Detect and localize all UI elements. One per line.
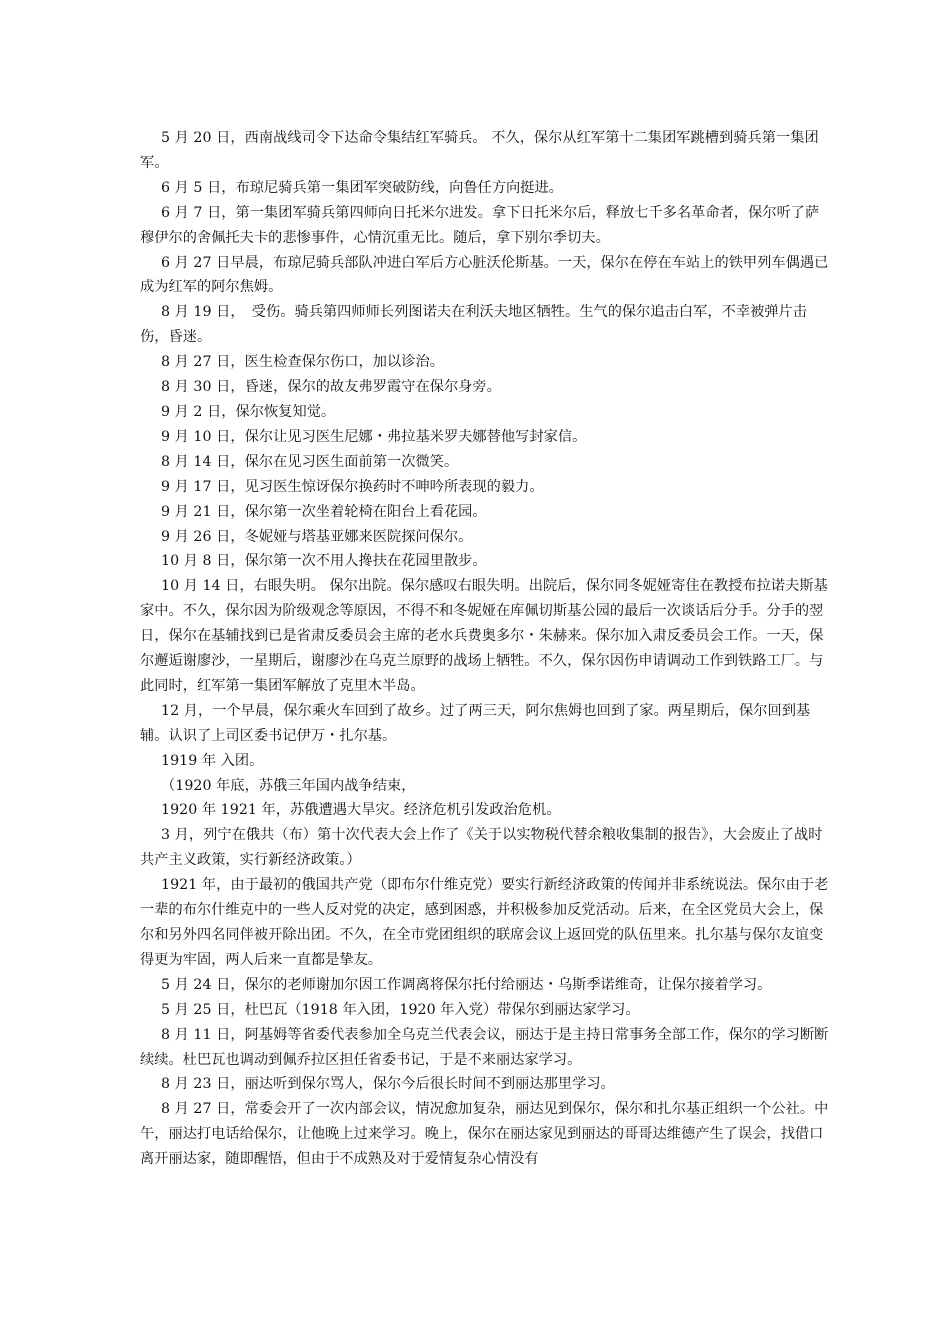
document-page bbox=[140, 126, 830, 1172]
paragraph: 9 月 17 日，见习医生惊讶保尔换药时不呻吟所表现的毅力。 bbox=[161, 478, 544, 495]
paragraph: 1921 年，由于最初的俄国共产党（即布尔什维克党）要实行新经济政策的传闻并非系统说法。保尔由于老一辈的布尔什维克中的一些人反对党的决定，感到困惑，并积极参加反党活动。后来，在全区党员大会上，保尔和另外四名同伴被开除出团。不久，在全市党团组织的联席会议上返回党的队伍里来。扎尔基与保尔友谊变得更为牢固，两人后来一直都是挚友。 bbox=[140, 877, 829, 968]
paragraph: 1919 年 入团。 bbox=[161, 752, 264, 769]
paragraph: 6 月 7 日，第一集团军骑兵第四师向日托米尔进发。拿下日托米尔后，释放七千多名革命者，保尔听了萨穆伊尔的舍佩托夫卡的悲惨事件，心情沉重无比。随后，拿下别尔季切夫。 bbox=[140, 204, 820, 246]
paragraph: 9 月 2 日，保尔恢复知觉。 bbox=[161, 403, 336, 420]
paragraph: 8 月 30 日，昏迷，保尔的故友弗罗霞守在保尔身旁。 bbox=[161, 379, 501, 396]
paragraph: 10 月 14 日，右眼失明。 保尔出院。保尔感叹右眼失明。出院后，保尔同冬妮娅寄住在教授布拉诺夫斯基家中。不久，保尔因为阶级观念等原因，不得不和冬妮娅在库佩切斯基公园的最后一次谈话后分手。分手的翌日，保尔在基辅找到已是省肃反委员会主席的老水兵费奥多尔・朱赫来。保尔加入肃反委员会工作。一天，保尔邂逅谢廖沙，一星期后，谢廖沙在乌克兰原野的战场上牺牲。不久，保尔因伤申请调动工作到铁路工厂。与此同时，红军第一集团军解放了克里木半岛。 bbox=[140, 578, 828, 694]
paragraph: 8 月 27 日，医生检查保尔伤口，加以诊治。 bbox=[161, 354, 444, 371]
paragraph: 5 月 20 日，西南战线司令下达命令集结红军骑兵。 不久，保尔从红军第十二集团军跳槽到骑兵第一集团军。 bbox=[140, 130, 819, 171]
paragraph: 6 月 5 日，布琼尼骑兵第一集团军突破防线，向鲁任方向挺进。 bbox=[161, 179, 564, 196]
paragraph: 1920 年 1921 年，苏俄遭遇大旱灾。经济危机引发政治危机。 bbox=[161, 802, 561, 819]
paragraph: 9 月 26 日，冬妮娅与塔基亚娜来医院探问保尔。 bbox=[161, 528, 473, 545]
paragraph: 9 月 21 日，保尔第一次坐着轮椅在阳台上看花园。 bbox=[161, 503, 487, 520]
paragraph: 8 月 23 日，丽达听到保尔骂人，保尔今后很长时间不到丽达那里学习。 bbox=[161, 1076, 615, 1093]
paragraph: 8 月 11 日，阿基姆等省委代表参加全乌克兰代表会议，丽达于是主持日常事务全部工作，保尔的学习断断续续。杜巴瓦也调动到佩乔拉区担任省委书记，于是不来丽达家学习。 bbox=[140, 1026, 829, 1068]
paragraph: 5 月 25 日，杜巴瓦（1918 年入团，1920 年入党）带保尔到丽达家学习。 bbox=[161, 1001, 640, 1018]
paragraph: 3 月，列宁在俄共（布）第十次代表大会上作了《关于以实物税代替余粮收集制的报告》，大会废止了战时共产主义政策，实行新经济政策。） bbox=[140, 827, 823, 869]
paragraph: 12 月，一个早晨，保尔乘火车回到了故乡。过了两三天，阿尔焦姆也回到了家。两星期后，保尔回到基辅。认识了上司区委书记伊万・扎尔基。 bbox=[140, 702, 811, 744]
paragraph: 9 月 10 日，保尔让见习医生尼娜・弗拉基米罗夫娜替他写封家信。 bbox=[161, 428, 587, 445]
paragraph: 8 月 19 日， 受伤。骑兵第四师师长列图诺夫在利沃夫地区牺牲。生气的保尔追击白军，不幸被弹片击伤，昏迷。 bbox=[140, 304, 808, 346]
paragraph: 8 月 14 日，保尔在见习医生面前第一次微笑。 bbox=[161, 453, 459, 470]
paragraph: 5 月 24 日，保尔的老师谢加尔因工作调离将保尔托付给丽达・乌斯季诺维奇，让保尔接着学习。 bbox=[161, 976, 772, 993]
paragraph: 10 月 8 日，保尔第一次不用人搀扶在花园里散步。 bbox=[161, 553, 487, 570]
paragraph: 6 月 27 日早晨，布琼尼骑兵部队冲进白军后方心脏沃伦斯基。一天，保尔在停在车站上的铁甲列车偶遇已成为红军的阿尔焦姆。 bbox=[140, 254, 829, 296]
paragraph: 8 月 27 日，常委会开了一次内部会议，情况愈加复杂，丽达见到保尔，保尔和扎尔基正组织一个公社。中午，丽达打电话给保尔，让他晚上过来学习。晚上，保尔在丽达家见到丽达的哥哥达维德产生了误会，找借口离开丽达家，随即醒悟，但由于不成熟及对于爱情复杂心情没有 bbox=[140, 1101, 829, 1168]
paragraph: （1920 年底，苏俄三年国内战争结束， bbox=[161, 777, 416, 794]
